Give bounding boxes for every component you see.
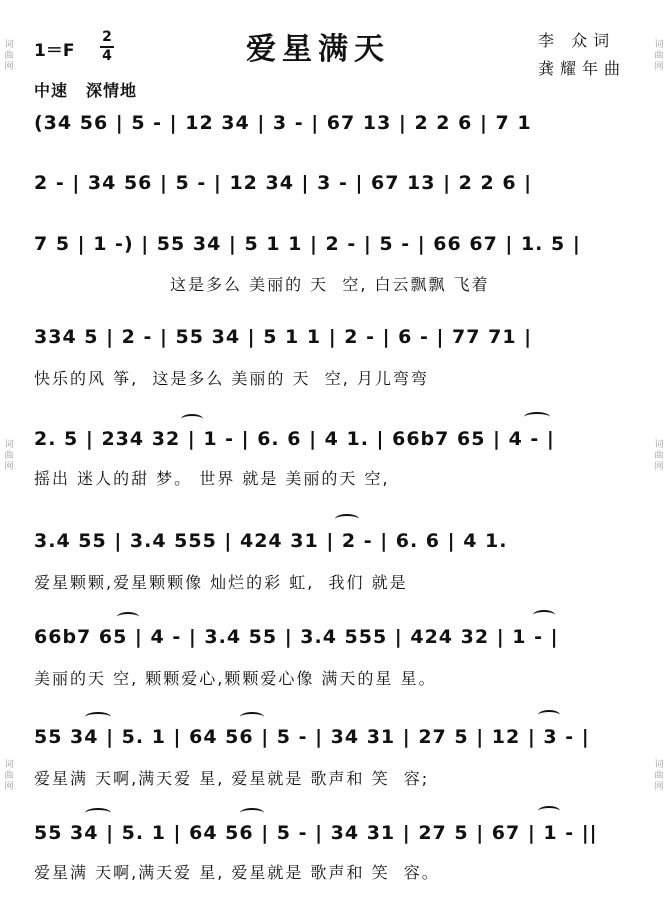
notation-row-2: 2 - | 34 56 | 5 - | 12 34 | 3 - | 67 13 | 2 2 6 | bbox=[34, 172, 533, 194]
slur-mark bbox=[85, 712, 111, 722]
watermark-right: 词 曲 网 bbox=[654, 40, 664, 72]
composer: 龚耀年曲 bbox=[538, 59, 627, 78]
slur-mark bbox=[538, 806, 560, 816]
lyric-row-7: 美丽的天 空, 颗颗爱心,颗颗爱心像 满天的星 星。 bbox=[34, 669, 437, 688]
slur-mark bbox=[533, 610, 555, 620]
slur-mark bbox=[85, 808, 111, 818]
lyricist: 李 众词 bbox=[538, 31, 616, 50]
watermark-right-2: 词 曲 网 bbox=[654, 440, 664, 472]
watermark-right-3: 词 曲 网 bbox=[654, 760, 664, 792]
slur-mark bbox=[117, 612, 139, 622]
slur-mark bbox=[524, 412, 550, 422]
watermark-left: 词 曲 网 bbox=[4, 40, 14, 72]
expression-marking: 深情地 bbox=[86, 81, 138, 100]
notation-row-8: 55 34 | 5. 1 | 64 56 | 5 - | 34 31 | 27 5 | 12 | 3 - | bbox=[34, 726, 590, 748]
lyric-row-3: 这是多么 美丽的 天 空, 白云飘飘 飞着 bbox=[170, 275, 490, 294]
lyric-row-6: 爱星颗颗,爱星颗颗像 灿烂的彩 虹, 我们 就是 bbox=[34, 573, 408, 592]
notation-row-9: 55 34 | 5. 1 | 64 56 | 5 - | 34 31 | 27 5 | 67 | 1 - || bbox=[34, 822, 598, 844]
lyric-row-5: 摇出 迷人的甜 梦。 世界 就是 美丽的天 空, bbox=[34, 469, 390, 488]
tempo-marking: 中速 bbox=[34, 81, 69, 100]
notation-row-1: (34 56 | 5 - | 12 34 | 3 - | 67 13 | 2 2 6 | 7 1 bbox=[34, 112, 532, 134]
slur-mark bbox=[240, 712, 264, 722]
lyric-row-8: 爱星满 天啊,满天爱 星, 爱星就是 歌声和 笑 容; bbox=[34, 769, 430, 788]
notation-row-5: 2. 5 | 234 32 | 1 - | 6. 6 | 4 1. | 66b7 65 | 4 - | bbox=[34, 428, 555, 450]
watermark-left-2: 词 曲 网 bbox=[4, 440, 14, 472]
time-signature bbox=[100, 30, 114, 64]
notation-row-6: 3.4 55 | 3.4 555 | 424 31 | 2 - | 6. 6 | 4 1. bbox=[34, 530, 508, 552]
notation-row-4: 334 5 | 2 - | 55 34 | 5 1 1 | 2 - | 6 - | 77 71 | bbox=[34, 326, 533, 348]
notation-row-7: 66b7 65 | 4 - | 3.4 55 | 3.4 555 | 424 32 | 1 - | bbox=[34, 626, 559, 648]
notation-row-3: 7 5 | 1 -) | 55 34 | 5 1 1 | 2 - | 5 - | 66 67 | 1. 5 | bbox=[34, 233, 581, 255]
slur-mark bbox=[181, 414, 203, 424]
slur-mark bbox=[538, 710, 560, 720]
tempo-line bbox=[34, 78, 155, 101]
song-title: 爱星满天 bbox=[246, 32, 390, 67]
watermark-left-3: 词 曲 网 bbox=[4, 760, 14, 792]
meter-top: 2 bbox=[102, 29, 112, 45]
lyric-row-4: 快乐的风 筝, 这是多么 美丽的 天 空, 月儿弯弯 bbox=[34, 369, 429, 388]
slur-mark bbox=[335, 514, 359, 524]
meter-bottom: 4 bbox=[102, 48, 112, 64]
slur-mark bbox=[240, 808, 264, 818]
lyric-row-9: 爱星满 天啊,满天爱 星, 爱星就是 歌声和 笑 容。 bbox=[34, 863, 440, 882]
key-signature: 1＝F bbox=[34, 41, 75, 61]
